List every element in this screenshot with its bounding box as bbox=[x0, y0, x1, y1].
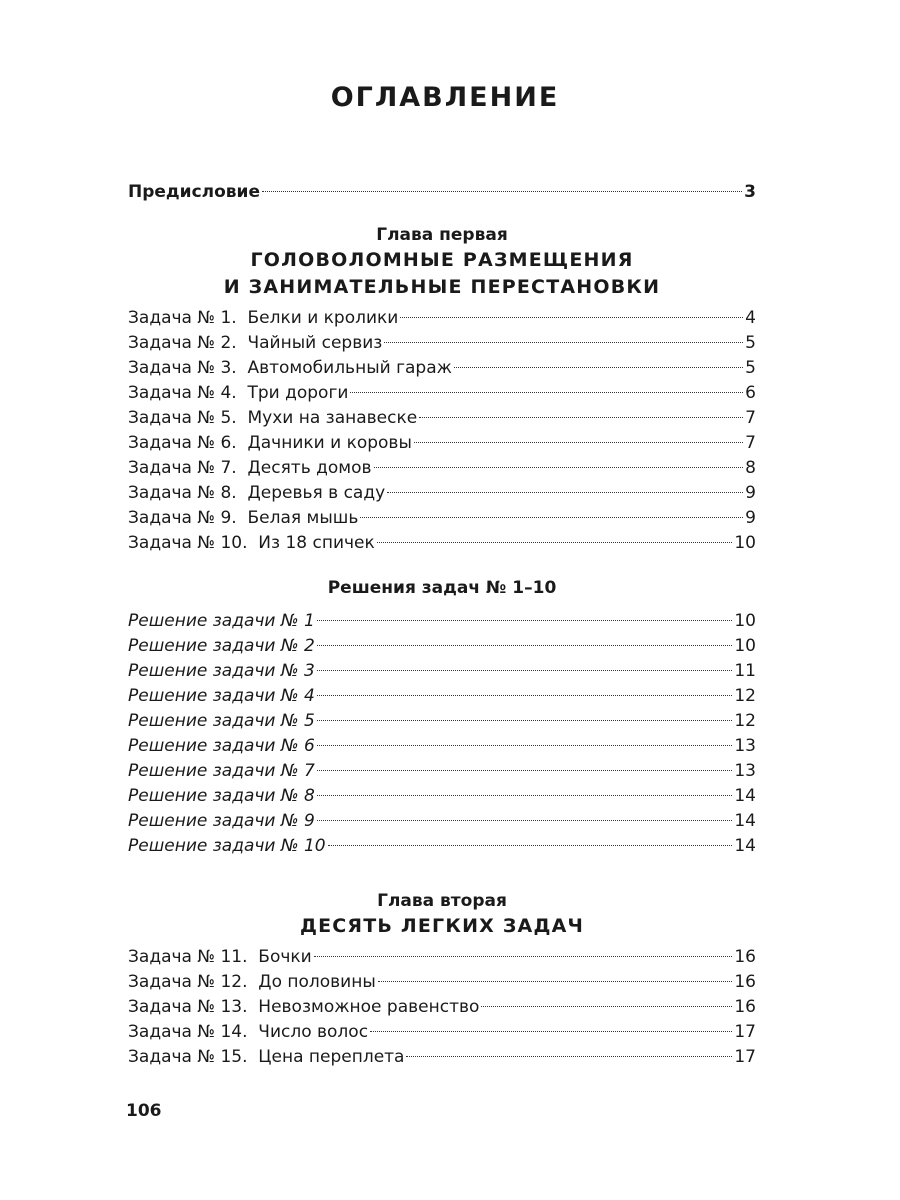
task-name: Из 18 спичек bbox=[258, 533, 375, 553]
toc-body bbox=[128, 180, 756, 1070]
toc-entry-label bbox=[128, 1045, 404, 1070]
toc-entry-task-3 bbox=[128, 356, 756, 381]
dot-leader bbox=[317, 645, 733, 646]
toc-entry-page: 12 bbox=[734, 686, 756, 706]
toc-entry-page: 14 bbox=[734, 836, 756, 856]
toc-entry-label: Решение задачи № 7 bbox=[128, 761, 315, 781]
task-number: Задача № 9. bbox=[128, 508, 237, 528]
toc-entry-page: 5 bbox=[745, 358, 756, 378]
toc-entry-task-6 bbox=[128, 431, 756, 456]
chapter-1-title-line-2: И ЗАНИМАТЕЛЬНЫЕ ПЕРЕСТАНОВКИ bbox=[223, 276, 661, 298]
toc-entry-page: 14 bbox=[734, 786, 756, 806]
dot-leader bbox=[378, 981, 733, 982]
toc-entry-solution-1 bbox=[128, 609, 756, 634]
toc-entry-preface bbox=[128, 180, 756, 205]
task-number: Задача № 8. bbox=[128, 483, 237, 503]
toc-entry-page: 14 bbox=[734, 811, 756, 831]
dot-leader bbox=[374, 467, 744, 468]
solutions-list bbox=[128, 609, 756, 859]
toc-entry-task-12 bbox=[128, 970, 756, 995]
task-name: Невозможное равенство bbox=[258, 997, 480, 1017]
toc-entry-solution-6 bbox=[128, 734, 756, 759]
solutions-title: Решения задач № 1–10 bbox=[327, 578, 557, 598]
task-number: Задача № 12. bbox=[128, 972, 248, 992]
task-number: Задача № 15. bbox=[128, 1047, 248, 1067]
toc-entry-label bbox=[128, 306, 398, 331]
dot-leader bbox=[360, 517, 743, 518]
toc-entry-label bbox=[128, 431, 412, 456]
toc-entry-label: Решение задачи № 8 bbox=[128, 786, 315, 806]
toc-entry-label: Решение задачи № 4 bbox=[128, 686, 315, 706]
toc-entry-page: 7 bbox=[745, 408, 756, 428]
toc-entry-label bbox=[128, 456, 372, 481]
task-name: Автомобильный гараж bbox=[247, 358, 452, 378]
task-number: Задача № 1. bbox=[128, 308, 237, 328]
toc-entry-label bbox=[128, 970, 376, 995]
toc-entry-solution-10 bbox=[128, 834, 756, 859]
toc-entry-task-4 bbox=[128, 381, 756, 406]
toc-entry-label bbox=[128, 995, 479, 1020]
task-number: Задача № 6. bbox=[128, 433, 237, 453]
task-name: Три дороги bbox=[247, 383, 349, 403]
chapter-2-kicker: Глава вторая bbox=[377, 891, 507, 911]
toc-entry-task-9 bbox=[128, 506, 756, 531]
dot-leader bbox=[317, 770, 733, 771]
toc-entry-task-8 bbox=[128, 481, 756, 506]
task-number: Задача № 13. bbox=[128, 997, 248, 1017]
chapter-2-title: ДЕСЯТЬ ЛЕГКИХ ЗАДАЧ bbox=[299, 915, 585, 937]
toc-entry-page: 12 bbox=[734, 711, 756, 731]
task-name: Бочки bbox=[258, 947, 312, 967]
toc-entry-label: Решение задачи № 10 bbox=[128, 836, 326, 856]
toc-entry-page: 10 bbox=[734, 533, 756, 553]
toc-entry-page: 9 bbox=[745, 508, 756, 528]
toc-entry-task-15 bbox=[128, 1045, 756, 1070]
toc-entry-label bbox=[128, 945, 312, 970]
task-name: Деревья в саду bbox=[247, 483, 386, 503]
dot-leader bbox=[317, 720, 733, 721]
dot-leader bbox=[400, 317, 743, 318]
dot-leader bbox=[377, 542, 733, 543]
dot-leader bbox=[317, 820, 733, 821]
toc-entry-task-10 bbox=[128, 531, 756, 556]
dot-leader bbox=[414, 442, 743, 443]
toc-entry-task-1 bbox=[128, 306, 756, 331]
toc-entry-page: 17 bbox=[734, 1022, 756, 1042]
dot-leader bbox=[262, 191, 742, 192]
dot-leader bbox=[314, 956, 733, 957]
toc-entry-task-7 bbox=[128, 456, 756, 481]
task-number: Задача № 5. bbox=[128, 408, 237, 428]
dot-leader bbox=[317, 695, 733, 696]
toc-entry-solution-8 bbox=[128, 784, 756, 809]
toc-entry-label: Решение задачи № 5 bbox=[128, 711, 315, 731]
chapter-2-task-list bbox=[128, 945, 756, 1070]
toc-entry-label bbox=[128, 356, 452, 381]
toc-entry-label bbox=[128, 481, 385, 506]
toc-title: ОГЛАВЛЕНИЕ bbox=[330, 82, 560, 113]
task-name: Мухи на занавеске bbox=[247, 408, 418, 428]
toc-entry-label bbox=[128, 531, 375, 556]
task-number: Задача № 10. bbox=[128, 533, 248, 553]
toc-entry-solution-7 bbox=[128, 759, 756, 784]
toc-entry-task-5 bbox=[128, 406, 756, 431]
dot-leader bbox=[406, 1056, 732, 1057]
dot-leader bbox=[328, 845, 733, 846]
toc-entry-page: 4 bbox=[745, 308, 756, 328]
toc-entry-label bbox=[128, 1020, 368, 1045]
dot-leader bbox=[317, 620, 733, 621]
toc-entry-page: 13 bbox=[734, 736, 756, 756]
task-name: Дачники и коровы bbox=[247, 433, 412, 453]
chapter-1-title-line-1: ГОЛОВОЛОМНЫЕ РАЗМЕЩЕНИЯ bbox=[250, 249, 634, 271]
task-name: До половины bbox=[258, 972, 376, 992]
task-number: Задача № 14. bbox=[128, 1022, 248, 1042]
toc-entry-label bbox=[128, 331, 382, 356]
task-name: Число волос bbox=[258, 1022, 369, 1042]
toc-entry-solution-9 bbox=[128, 809, 756, 834]
toc-entry-solution-2 bbox=[128, 634, 756, 659]
task-name: Белки и кролики bbox=[247, 308, 399, 328]
toc-entry-task-11 bbox=[128, 945, 756, 970]
chapter-1-kicker: Глава первая bbox=[376, 225, 508, 245]
toc-entry-solution-5 bbox=[128, 709, 756, 734]
toc-entry-task-14 bbox=[128, 1020, 756, 1045]
dot-leader bbox=[387, 492, 743, 493]
toc-entry-label bbox=[128, 506, 358, 531]
task-name: Белая мышь bbox=[247, 508, 359, 528]
toc-entry-solution-4 bbox=[128, 684, 756, 709]
toc-entry-page: 10 bbox=[734, 611, 756, 631]
toc-entry-label: Предисловие bbox=[128, 182, 260, 202]
toc-entry-task-2 bbox=[128, 331, 756, 356]
dot-leader bbox=[419, 417, 743, 418]
dot-leader bbox=[370, 1031, 732, 1032]
dot-leader bbox=[481, 1006, 732, 1007]
task-number: Задача № 2. bbox=[128, 333, 237, 353]
toc-entry-page: 16 bbox=[734, 997, 756, 1017]
toc-entry-page: 7 bbox=[745, 433, 756, 453]
toc-entry-label bbox=[128, 381, 348, 406]
task-number: Задача № 3. bbox=[128, 358, 237, 378]
toc-entry-page: 11 bbox=[734, 661, 756, 681]
dot-leader bbox=[317, 745, 733, 746]
dot-leader bbox=[317, 670, 733, 671]
toc-entry-page: 5 bbox=[745, 333, 756, 353]
toc-entry-label: Решение задачи № 1 bbox=[128, 611, 315, 631]
toc-entry-label: Решение задачи № 3 bbox=[128, 661, 315, 681]
toc-entry-solution-3 bbox=[128, 659, 756, 684]
dot-leader bbox=[384, 342, 743, 343]
chapter-1-task-list bbox=[128, 306, 756, 556]
page-number: 106 bbox=[126, 1101, 162, 1121]
task-number: Задача № 11. bbox=[128, 947, 248, 967]
dot-leader bbox=[350, 392, 743, 393]
toc-entry-page: 10 bbox=[734, 636, 756, 656]
toc-entry-label: Решение задачи № 2 bbox=[128, 636, 315, 656]
toc-entry-label: Решение задачи № 9 bbox=[128, 811, 315, 831]
toc-entry-label: Решение задачи № 6 bbox=[128, 736, 315, 756]
toc-entry-page: 3 bbox=[744, 182, 756, 202]
task-number: Задача № 7. bbox=[128, 458, 237, 478]
toc-entry-page: 13 bbox=[734, 761, 756, 781]
toc-entry-page: 17 bbox=[734, 1047, 756, 1067]
toc-entry-label bbox=[128, 406, 417, 431]
dot-leader bbox=[317, 795, 733, 796]
dot-leader bbox=[454, 367, 743, 368]
task-name: Чайный сервиз bbox=[247, 333, 383, 353]
toc-entry-page: 9 bbox=[745, 483, 756, 503]
task-number: Задача № 4. bbox=[128, 383, 237, 403]
toc-entry-page: 16 bbox=[734, 972, 756, 992]
toc-entry-page: 16 bbox=[734, 947, 756, 967]
toc-entry-task-13 bbox=[128, 995, 756, 1020]
task-name: Десять домов bbox=[247, 458, 372, 478]
task-name: Цена переплета bbox=[258, 1047, 405, 1067]
toc-entry-page: 6 bbox=[745, 383, 756, 403]
toc-entry-page: 8 bbox=[745, 458, 756, 478]
